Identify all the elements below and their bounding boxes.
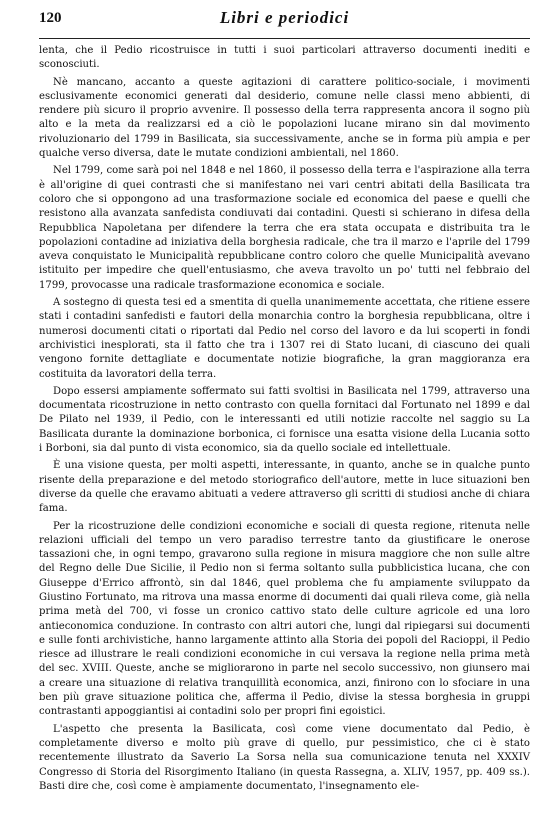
paragraph: lenta, che il Pedio ricostruisce in tutti i suoi particolari attraverso documenti inediti e sconosciuti. — [39, 45, 530, 71]
paragraph: A sostegno di questa tesi ed a smentita di quella unanimemente accettata, che ritiene essere stati i contadini sanfedisti e fautori della monarchia contro la borghesia repubblicana, oltre i numerosi documenti citati o riportati dal Pedio nel corso del lavoro e da lui scoperti in fondi archivistici inesplorati, sta il fatto che tra i 1307 rei di Stato lucani, di ciascuno dei quali vengono fornite dettagliate e documentate notizie biografiche, la gran maggioranza era costituita da lavoratori della terra. — [39, 297, 530, 380]
paragraph: Dopo essersi ampiamente soffermato sui fatti svoltisi in Basilicata nel 1799, attraverso una documentata ricostruzione in netto contrasto con quella fornitaci dal Fortunato nel 1899 e dal De Pilato nel 1939, il Pedio, con le interessanti ed utili notizie raccolte nel saggio su La Basilicata durante la dominazione borbonica, ci fornisce una esatta visione della Lucania sotto i Borboni, sia dal punto di vista economico, sia da quello sociale ed intellettuale. — [39, 385, 530, 455]
page-number: 120 — [39, 10, 62, 26]
paragraph: Nè mancano, accanto a queste agitazioni di carattere politico-sociale, i movimenti esclusivamente economici generati dal desiderio, comune nelle classi meno abbienti, di rendere più sicuro il proprio avvenire. Il possesso della terra rappresenta ancora il sogno più alto e la meta da realizzarsi ed a ciò le popolazioni lucane mirano sin dal movimento rivoluzionario del 1799 in Basilicata, sia successivamente, anche se in forma più ampia e per qualche verso diversa, date le mutate condizioni ambientali, nel 1860. — [39, 76, 530, 160]
paragraph: Per la ricostruzione delle condizioni economiche e sociali di questa regione, ritenuta nelle relazioni ufficiali del tempo un vero paradiso terrestre tanto da giustificare le onerose tassazioni che, in ogni tempo, gravarono sulla regione in misura maggiore che non sulle altre del Regno delle Due Sicilie, il Pedio non si ferma soltanto sulla pubblicistica lucana, che con Giuseppe d'Errico affrontò, sin dal 1846, quel problema che fu ampiamente sviluppato da Giustino Fortunato, ma ritrova una massa enorme di documenti dai quali rileva come, già nella prima metà del 700, vi fosse un cronico cattivo stato delle culture agricole ed una loro antieconomica conduzione. In contrasto con altri autori che, lungi dal ripiegarsi sui documenti e sulle fonti archivistiche, hanno largamente attinto alla Storia dei popoli del Racioppi, il Pedio riesce ad illustrare le reali condizioni economiche in cui versava la regione nella prima metà del sec. XVIII. Queste, anche se migliorarono in parte nel secolo successivo, non giunsero mai a creare una situazione di relativa tranquillità economica, anzi, finirono con lo sfociare in una ben più grave situazione politica che, afferma il Pedio, divise la stessa borghesia in gruppi contrastanti appoggiantisi ai contadini solo per propri fini egoistici. — [39, 520, 530, 718]
page-header — [39, 8, 530, 39]
running-title: Libri e periodici — [219, 8, 350, 27]
paragraph: È una visione questa, per molti aspetti, interessante, in quanto, anche se in qualche punto risente della preparazione e del metodo storiografico dell'autore, mette in luce situazioni ben diverse da quelle che eravamo abituati a vedere attraverso gli scritti di studiosi anche di chiara fama. — [39, 460, 530, 515]
body-text — [39, 44, 530, 797]
paragraph: L'aspetto che presenta la Basilicata, così come viene documentato dal Pedio, è completamente diverso e molto più grave di quello, pur pessimistico, che ci è stato recentemente illustrato da Saverio La Sorsa nella sua comunicazione tenuta nel XXXIV Congresso di Storia del Risorgimento Italiano (in questa Rassegna, a. XLIV, 1957, pp. 409 ss.). Basti dire che, così come è ampiamente documentato, l'insegnamento ele- — [39, 723, 530, 792]
paragraph: Nel 1799, come sarà poi nel 1848 e nel 1860, il possesso della terra e l'aspirazione alla terra è all'origine di quei contrasti che si manifestano nei vari centri abitati della Basilicata tra coloro che si oppongono ad una trasformazione sociale ed economica del paese e quelli che resistono alla avanzata sanfedista condiuvati dai contadini. Questi si schierano in difesa della Repubblica Napoletana per difendere la terra che era stata occupata e distribuita tra le popolazioni contadine ad iniziativa della borghesia radicale, che tra il marzo e l'aprile del 1799 aveva conquistato le Municipalità repubblicane contro coloro che quelle Municipalità avevano istituito per impedire che quell'entusiasmo, che aveva travolto un po' tutti nel febbraio del 1799, provocasse una radicale trasformazione economica e sociale. — [39, 165, 530, 291]
